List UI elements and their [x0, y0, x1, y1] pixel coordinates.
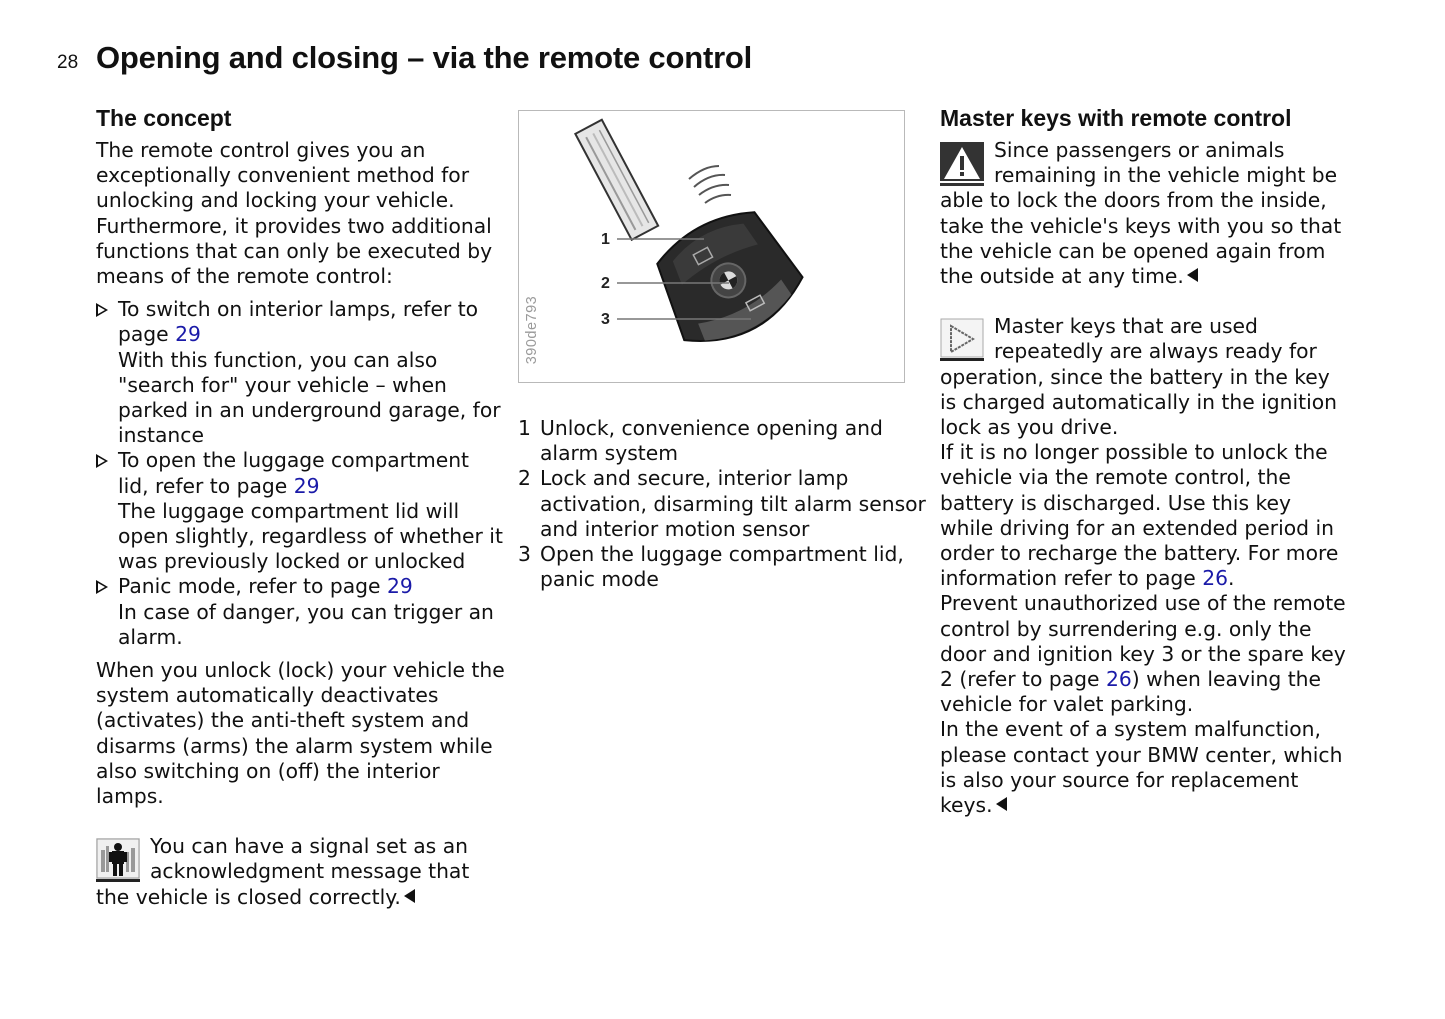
legend-item: 2 Lock and secure, interior lamp activation, disarming tilt alarm sensor and interior motion sensor [518, 466, 926, 541]
list-item [96, 297, 506, 448]
battery-paragraph: If it is no longer possible to unlock the vehicle via the remote control, the battery is discharged. Use this key while driving for an extended period in order to recharge the battery. For more information refer to page 26. [940, 440, 1339, 591]
page-link[interactable]: 26 [1202, 566, 1228, 591]
warning-text: Since passengers or animals remaining in the vehicle might be able to lock the doors from the inside, take the vehicle's keys with you so that the vehicle can be opened again from the outside at any time. [940, 138, 1342, 289]
bullet-detail: With this function, you can also "search for" your vehicle – when parked in an underground garage, for instance [118, 347, 501, 448]
people-service-icon [96, 838, 140, 882]
left-column [96, 104, 506, 910]
info-text: Master keys that are used repeatedly are always ready for operation, since the battery in the key is charged automatically in the ignition lock as you drive. [940, 314, 1337, 440]
service-note [96, 834, 506, 910]
note-text: You can have a signal set as an acknowledgment message that the vehicle is closed correctly. [96, 834, 470, 909]
page-link[interactable]: 26 [1105, 667, 1132, 692]
callout-1: 1 [601, 231, 610, 248]
bullet-triangle-icon [96, 454, 108, 468]
callout-3: 3 [601, 311, 610, 328]
remote-key-figure [518, 110, 905, 383]
page-link[interactable]: 29 [293, 473, 320, 498]
bullet-detail: The luggage compartment lid will open slightly, regardless of whether it was previously locked or unlocked [118, 498, 503, 574]
bullet-triangle-icon [96, 303, 108, 317]
section-heading-master-keys: Master keys with remote control [940, 105, 1292, 131]
warning-note [940, 138, 1350, 289]
unlock-lock-paragraph: When you unlock (lock) your vehicle the system automatically deactivates (activates) the anti-theft system and disarms (arms) the alarm system while also switching on (off) the interior lamps. [96, 658, 505, 809]
info-triangle-icon [940, 318, 984, 362]
figure-code: 390de793 [524, 295, 540, 365]
page-title: Opening and closing – via the remote control [96, 40, 753, 75]
section-heading-concept: The concept [96, 105, 232, 131]
bullet-triangle-icon [96, 580, 108, 594]
bullet-text: To open the luggage compartment lid, refer to page [118, 448, 469, 498]
end-of-section-icon [1187, 268, 1198, 282]
end-of-section-icon [404, 889, 415, 903]
list-item [96, 448, 506, 574]
bullet-detail: In case of danger, you can trigger an alarm. [118, 599, 494, 649]
valet-paragraph: Prevent unauthorized use of the remote control by surrendering e.g. only the door and ignition key 3 or the spare key 2 (refer to page 26) when leaving the vehicle for valet parking. [940, 591, 1346, 717]
remote-key-illustration [519, 111, 904, 382]
list-item [96, 574, 506, 650]
warning-triangle-icon [940, 142, 984, 186]
bullet-text: Panic mode, refer to page [118, 574, 387, 599]
page-number: 28 [57, 52, 79, 73]
info-note [940, 314, 1350, 440]
function-list [96, 297, 506, 650]
bullet-text: To switch on interior lamps, refer to page [118, 297, 479, 347]
figure-legend [518, 416, 928, 592]
legend-item: 3 Open the luggage compartment lid, panic mode [518, 542, 904, 592]
callout-2: 2 [601, 275, 610, 292]
legend-item: 1 Unlock, convenience opening and alarm system [518, 416, 883, 466]
page-link[interactable]: 29 [175, 322, 201, 347]
malfunction-paragraph: In the event of a system malfunction, please contact your BMW center, which is also your source for replacement keys. [940, 717, 1343, 818]
intro-paragraph: The remote control gives you an exceptionally convenient method for unlocking and locking your vehicle. Furthermore, it provides two additional functions that can only be executed by means of the remote control: [96, 138, 493, 289]
right-column [940, 104, 1350, 818]
end-of-section-icon [996, 797, 1007, 811]
page-link[interactable]: 29 [386, 574, 413, 599]
